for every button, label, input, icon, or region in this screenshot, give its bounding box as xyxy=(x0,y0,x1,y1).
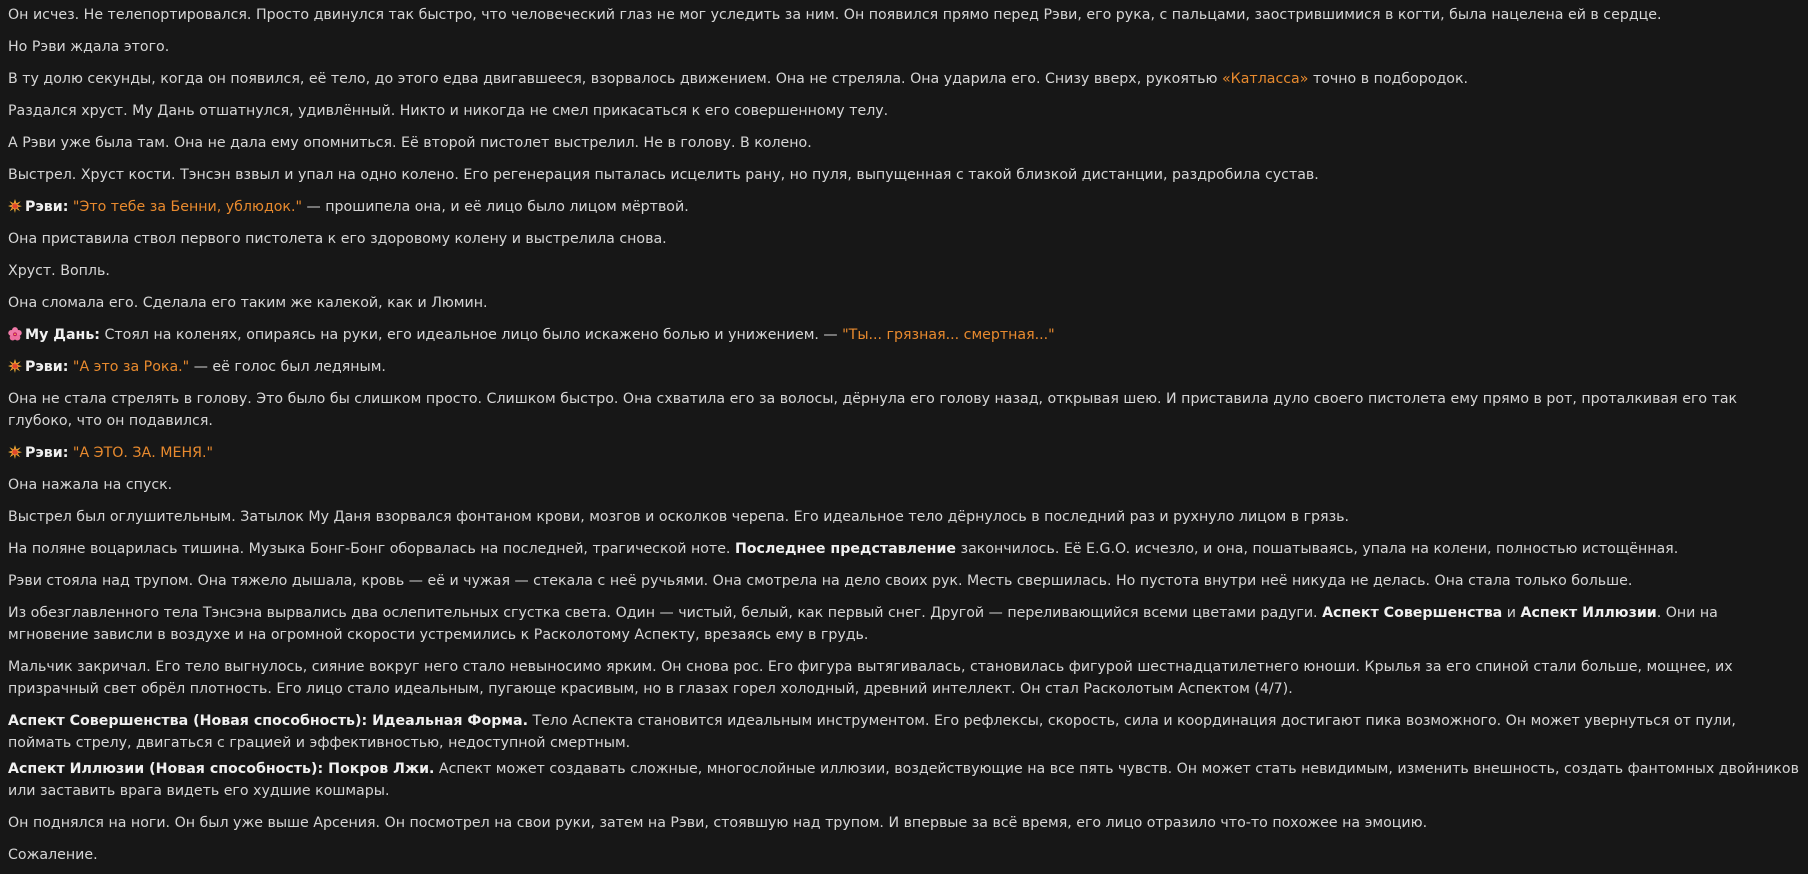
story-text: Рэви стояла над трупом. Она тяжело дышала, кровь — её и чужая — стекала с неё ручьями. Она смотрела на дело своих рук. Месть свершилась. Но пустота внутри неё никуда не делась. Она стала только больше. xyxy=(8,573,1633,589)
quoted-speech: «Катласса» xyxy=(1221,71,1309,87)
story-paragraph xyxy=(8,132,1800,154)
collision-icon xyxy=(8,359,22,373)
bold-text: Рэви: xyxy=(25,445,69,461)
story-text: Она нажала на спуск. xyxy=(8,477,173,493)
story-paragraph xyxy=(8,442,1800,464)
story-text: — прошипела она, и её лицо было лицом мёртвой. xyxy=(302,199,689,215)
bold-text: Рэви: xyxy=(25,359,69,375)
story-text: Она не стала стрелять в голову. Это было бы слишком просто. Слишком быстро. Она схватила его за волосы, дёрнула его голову назад, открывая шею. И приставила дуло своего пистолета ему прямо в рот, проталкивая его так глубоко, что он подавился. xyxy=(8,391,1738,429)
story-text: Но Рэви ждала этого. xyxy=(8,39,170,55)
story-paragraph xyxy=(8,506,1800,528)
story-text: Тело Аспекта становится идеальным инструментом. Его рефлексы, скорость, сила и координация достигают пика возможного. Он может увернуться от пули, поймать стрелу, двигаться с грацией и эффективностью, недоступной смертным. xyxy=(8,713,1736,751)
story-paragraph xyxy=(8,710,1800,754)
story-text: Выстрел был оглушительным. Затылок Му Даня взорвался фонтаном крови, мозгов и осколков черепа. Его идеальное тело дёрнулось в последний раз и рухнуло лицом в грязь. xyxy=(8,509,1350,525)
story-text: и xyxy=(1502,605,1521,621)
story-text: Он исчез. Не телепортировался. Просто двинулся так быстро, что человеческий глаз не мог уследить за ним. Он появился прямо перед Рэви, его рука, с пальцами, заострившимися в когти, была нацелена ей в сердце. xyxy=(8,7,1662,23)
bold-text: Му Дань: xyxy=(25,327,100,343)
quoted-speech: "Это тебе за Бенни, ублюдок." xyxy=(72,199,303,215)
bold-text: Аспект Иллюзии xyxy=(1520,605,1657,621)
story-paragraph xyxy=(8,656,1800,700)
story-paragraph xyxy=(8,260,1800,282)
story-text: — её голос был ледяным. xyxy=(189,359,386,375)
story-text: Он поднялся на ноги. Он был уже выше Арсения. Он посмотрел на свои руки, затем на Рэви, стоявшую над трупом. И впервые за всё время, его лицо отразило что-то похожее на эмоцию. xyxy=(8,815,1428,831)
story-text: Выстрел. Хруст кости. Тэнсэн взвыл и упал на одно колено. Его регенерация пыталась исцелить рану, но пуля, выпущенная с такой близкой дистанции, раздробила сустав. xyxy=(8,167,1319,183)
story-text: Аспект может создавать сложные, многослойные иллюзии, воздействующие на все пять чувств. Он может стать невидимым, изменить внешность, создать фантомных двойников или заставить врага видеть его худшие кошмары. xyxy=(8,761,1799,799)
story-paragraph xyxy=(8,68,1800,90)
story-text: Раздался хруст. Му Дань отшатнулся, удивлённый. Никто и никогда не смел прикасаться к его совершенному телу. xyxy=(8,103,889,119)
story-paragraph xyxy=(8,758,1800,802)
story-paragraph xyxy=(8,4,1800,26)
story-paragraph xyxy=(8,844,1800,866)
story-paragraph xyxy=(8,570,1800,592)
story-paragraph xyxy=(8,100,1800,122)
story-text: Она сломала его. Сделала его таким же калекой, как и Люмин. xyxy=(8,295,488,311)
story-paragraph xyxy=(8,538,1800,560)
story-text: точно в подбородок. xyxy=(1308,71,1469,87)
story-text: Из обезглавленного тела Тэнсэна вырвались два ослепительных сгустка света. Один — чистый, белый, как первый снег. Другой — переливающийся всеми цветами радуги. xyxy=(8,605,1323,621)
collision-icon xyxy=(8,445,22,459)
story-text: В ту долю секунды, когда он появился, её тело, до этого едва двигавшееся, взорвалось движением. Она не стреляла. Она ударила его. Снизу вверх, рукоятью xyxy=(8,71,1222,87)
story-paragraph xyxy=(8,292,1800,314)
collision-icon xyxy=(8,199,22,213)
story-text: Она приставила ствол первого пистолета к его здоровому колену и выстрелила снова. xyxy=(8,231,667,247)
bold-text: Аспект Совершенства xyxy=(1322,605,1503,621)
bold-text: Рэви: xyxy=(25,199,69,215)
story-paragraph xyxy=(8,474,1800,496)
story-text: Мальчик закричал. Его тело выгнулось, сияние вокруг него стало невыносимо ярким. Он снова рос. Его фигура вытягивалась, становилась фигурой шестнадцатилетнего юноши. Крылья за его спиной стали больше, мощнее, их призрачный свет обрёл плотность. Его лицо стало идеальным, пугающе красивым, но в глазах горел холодный, древний интеллект. Он стал Расколотым Аспектом (4/7). xyxy=(8,659,1733,697)
story-text: закончилось. Её E.G.O. исчезло, и она, пошатываясь, упала на колени, полностью истощённая. xyxy=(956,541,1679,557)
story-text: Хруст. Вопль. xyxy=(8,263,110,279)
quoted-speech: "А ЭТО. ЗА. МЕНЯ." xyxy=(72,445,214,461)
quoted-speech: "Ты... грязная... смертная..." xyxy=(842,327,1055,343)
quoted-speech: "А это за Рока." xyxy=(72,359,190,375)
story-text: Сожаление. xyxy=(8,847,98,863)
bold-text: Последнее представление xyxy=(734,541,957,557)
story-paragraph xyxy=(8,196,1800,218)
bold-text: Аспект Совершенства (Новая способность): Идеальная Форма. xyxy=(8,713,528,729)
story-paragraph xyxy=(8,164,1800,186)
story-text: Стоял на коленях, опираясь на руки, его идеальное лицо было искажено болью и унижением. — xyxy=(99,327,843,343)
story-paragraph xyxy=(8,228,1800,250)
story-paragraph xyxy=(8,812,1800,834)
story-paragraph xyxy=(8,324,1800,346)
story-text: А Рэви уже была там. Она не дала ему опомниться. Её второй пистолет выстрелил. Не в голову. В колено. xyxy=(8,135,812,151)
bold-text: Аспект Иллюзии (Новая способность): Покров Лжи. xyxy=(8,761,435,777)
story-text: . Они на мгновение зависли в воздухе и на огромной скорости устремились к Расколотому Аспекту, врезаясь ему в грудь. xyxy=(8,605,1718,643)
story-paragraph xyxy=(8,356,1800,378)
story-text: На поляне воцарилась тишина. Музыка Бонг-Бонг оборвалась на последней, трагической ноте. xyxy=(8,541,735,557)
story-paragraph xyxy=(8,602,1800,646)
story-paragraph xyxy=(8,36,1800,58)
story-paragraph xyxy=(8,388,1800,432)
hibiscus-icon xyxy=(8,327,22,341)
